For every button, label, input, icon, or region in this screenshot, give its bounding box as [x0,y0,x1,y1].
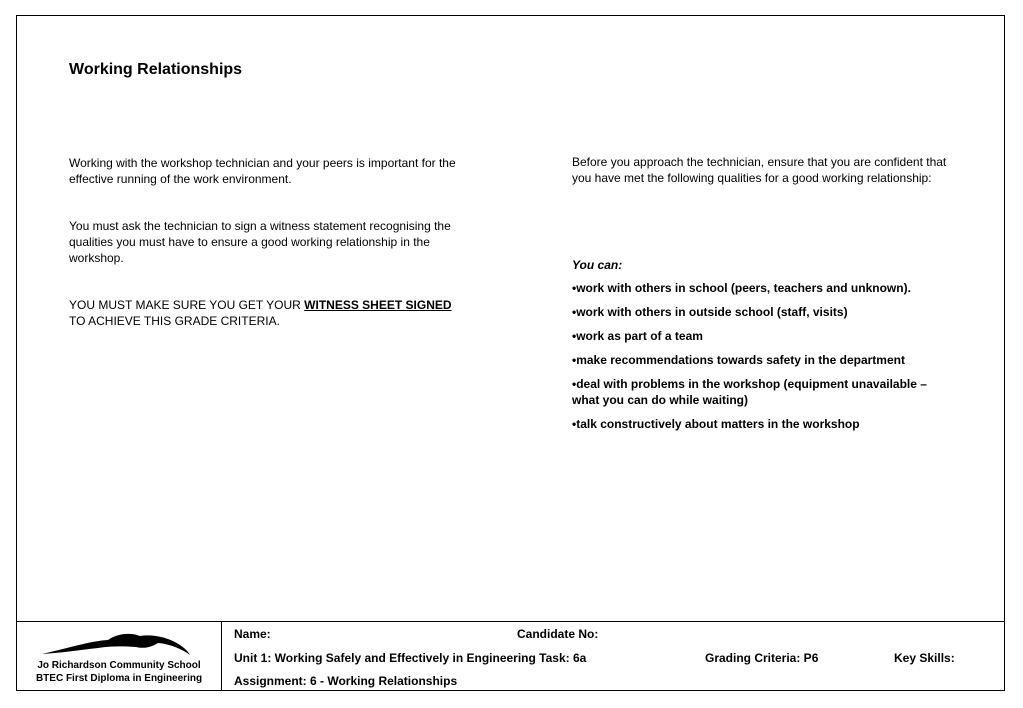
list-item: •deal with problems in the workshop (equipment unavailable – what you can do while waiting) [572,377,927,407]
requirement-text-start: YOU MUST MAKE SURE YOU GET YOUR [69,298,305,312]
list-item: •talk constructively about matters in the workshop [572,417,860,431]
witness-sheet-emphasis: WITNESS SHEET SIGNED [304,298,452,312]
requirement-paragraph [69,297,464,329]
list-item: •make recommendations towards safety in the department [572,353,905,367]
unit-title: Unit 1: Working Safely and Effectively in Engineering Task: 6a [234,651,587,665]
you-can-heading: You can: [572,258,623,272]
candidate-number-label: Candidate No: [517,627,599,641]
qualities-list [572,280,952,440]
school-name: Jo Richardson Community School [37,660,201,671]
list-item: •work as part of a team [572,329,703,343]
school-logo-cell [16,622,222,691]
school-details [16,659,222,685]
key-skills-label: Key Skills: [894,651,955,665]
grading-criteria: Grading Criteria: P6 [705,651,819,665]
bird-logo-icon [40,632,190,658]
name-label: Name: [234,627,271,641]
qualities-intro: Before you approach the technician, ensure that you are confident that you have met the following qualities for a good working relationship: [572,155,947,185]
page-title: Working Relationships [69,61,243,78]
requirement-text-end: TO ACHIEVE THIS GRADE CRITERIA. [69,314,280,328]
intro-paragraph: Working with the workshop technician and your peers is important for the effective running of the work environment. [69,156,456,186]
right-column [572,154,952,431]
course-name: BTEC First Diploma in Engineering [35,673,203,684]
footer-table [16,621,1005,691]
list-item: •work with others in outside school (staff, visits) [572,305,848,319]
assignment-title: Assignment: 6 - Working Relationships [234,674,458,688]
witness-paragraph: You must ask the technician to sign a witness statement recognising the qualities you must have to ensure a good working relationship in the workshop. [69,219,451,265]
list-item: •work with others in school (peers, teachers and unknown). [572,281,911,295]
